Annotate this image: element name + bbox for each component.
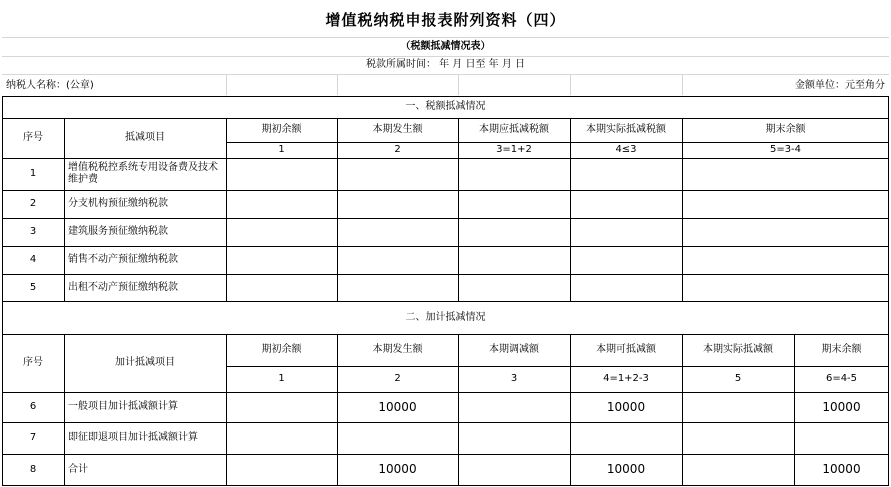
section2-formula-6: 6=4-5: [825, 373, 858, 384]
section1-formula-5: 5=3-4: [769, 144, 802, 155]
section2-header-deductible: 本期可抵减额: [596, 344, 656, 355]
section2-header-incurred: 本期发生额: [372, 344, 423, 355]
form-title: 增值税纳税申报表附列资料（四）: [325, 11, 566, 29]
section2-formula-3: 3: [510, 373, 518, 384]
section2-formula-2: 2: [394, 373, 401, 384]
section2-formula-4: 4=1+2-3: [603, 373, 649, 384]
taxpayer-name-label: 纳税人名称：(公章): [6, 80, 94, 91]
section2-row-item: 合计: [68, 463, 88, 475]
section1-row-seq: 1: [29, 168, 37, 179]
section1-row-item: 增值税税控系统专用设备费及技术维护费: [68, 162, 218, 185]
section1-formula-3: 3=1+2: [496, 144, 532, 155]
section2-header-item: 加计抵减项目: [115, 357, 175, 368]
tax-period: 税款所属时间： 年 月 日至 年 月 日: [365, 59, 526, 70]
section1-row-seq: 3: [29, 226, 37, 237]
form-subtitle: （税额抵减情况表）: [400, 41, 491, 52]
section2-row-deductible-value: 10000: [606, 462, 646, 477]
section1-formula-2: 2: [394, 144, 401, 155]
section2-row-incurred-value: 10000: [378, 399, 417, 414]
section1-title: 一、税额抵减情况: [405, 101, 486, 112]
section1-header-incurred: 本期发生额: [372, 124, 423, 135]
section2-title: 二、加计抵减情况: [405, 312, 486, 323]
section2-formula-1: 1: [278, 373, 285, 384]
section1-row-seq: 5: [29, 282, 37, 293]
section2-row-item: 一般项目加计抵减额计算: [68, 401, 178, 412]
section2-row-seq: 7: [29, 432, 37, 443]
section2-row-incurred-value: [337, 422, 458, 454]
section1-row-item: 销售不动产预征缴纳税款: [68, 254, 178, 265]
section2-row-seq: 6: [29, 401, 37, 412]
section2-formula-5: 5: [734, 373, 742, 384]
section1-row-item: 建筑服务预征缴纳税款: [68, 226, 168, 237]
section2-header-reduction: 本期调减额: [489, 344, 539, 355]
section2-row-closing-value: [794, 422, 889, 454]
section2-header-closing: 期末余额: [821, 344, 862, 355]
section2-row-deductible-value: 10000: [606, 399, 646, 414]
section1-formula-1: 1: [278, 144, 285, 155]
amount-unit-label: 金额单位：元至角分: [795, 80, 885, 91]
section1-row-item: 出租不动产预征缴纳税款: [68, 282, 178, 293]
section2-row-seq: 8: [29, 463, 37, 475]
section1-header-closing: 期末余额: [765, 124, 806, 135]
section2-row-incurred-value: 10000: [378, 462, 417, 477]
section1-row-seq: 2: [29, 198, 37, 209]
section1-header-item: 抵减项目: [125, 132, 165, 143]
section2-row-item: 即征即退项目加计抵减额计算: [68, 432, 198, 443]
section1-row-item: 分支机构预征缴纳税款: [68, 198, 168, 209]
section1-header-seq: 序号: [23, 132, 43, 143]
section1-formula-4: 4≤3: [615, 144, 637, 155]
section2-header-actual: 本期实际抵减额: [703, 344, 773, 355]
section2-row-closing-value: 10000: [822, 462, 861, 477]
section2-row-closing-value: 10000: [822, 399, 861, 414]
section2-row-deductible-value: [570, 422, 682, 454]
section2-header-opening: 期初余额: [261, 344, 302, 355]
section1-header-actual: 本期实际抵减税额: [586, 124, 666, 135]
section1-row-seq: 4: [29, 254, 37, 265]
section2-header-seq: 序号: [23, 357, 43, 368]
section1-header-opening: 期初余额: [261, 124, 302, 135]
section1-header-deductible: 本期应抵减税额: [479, 124, 549, 135]
